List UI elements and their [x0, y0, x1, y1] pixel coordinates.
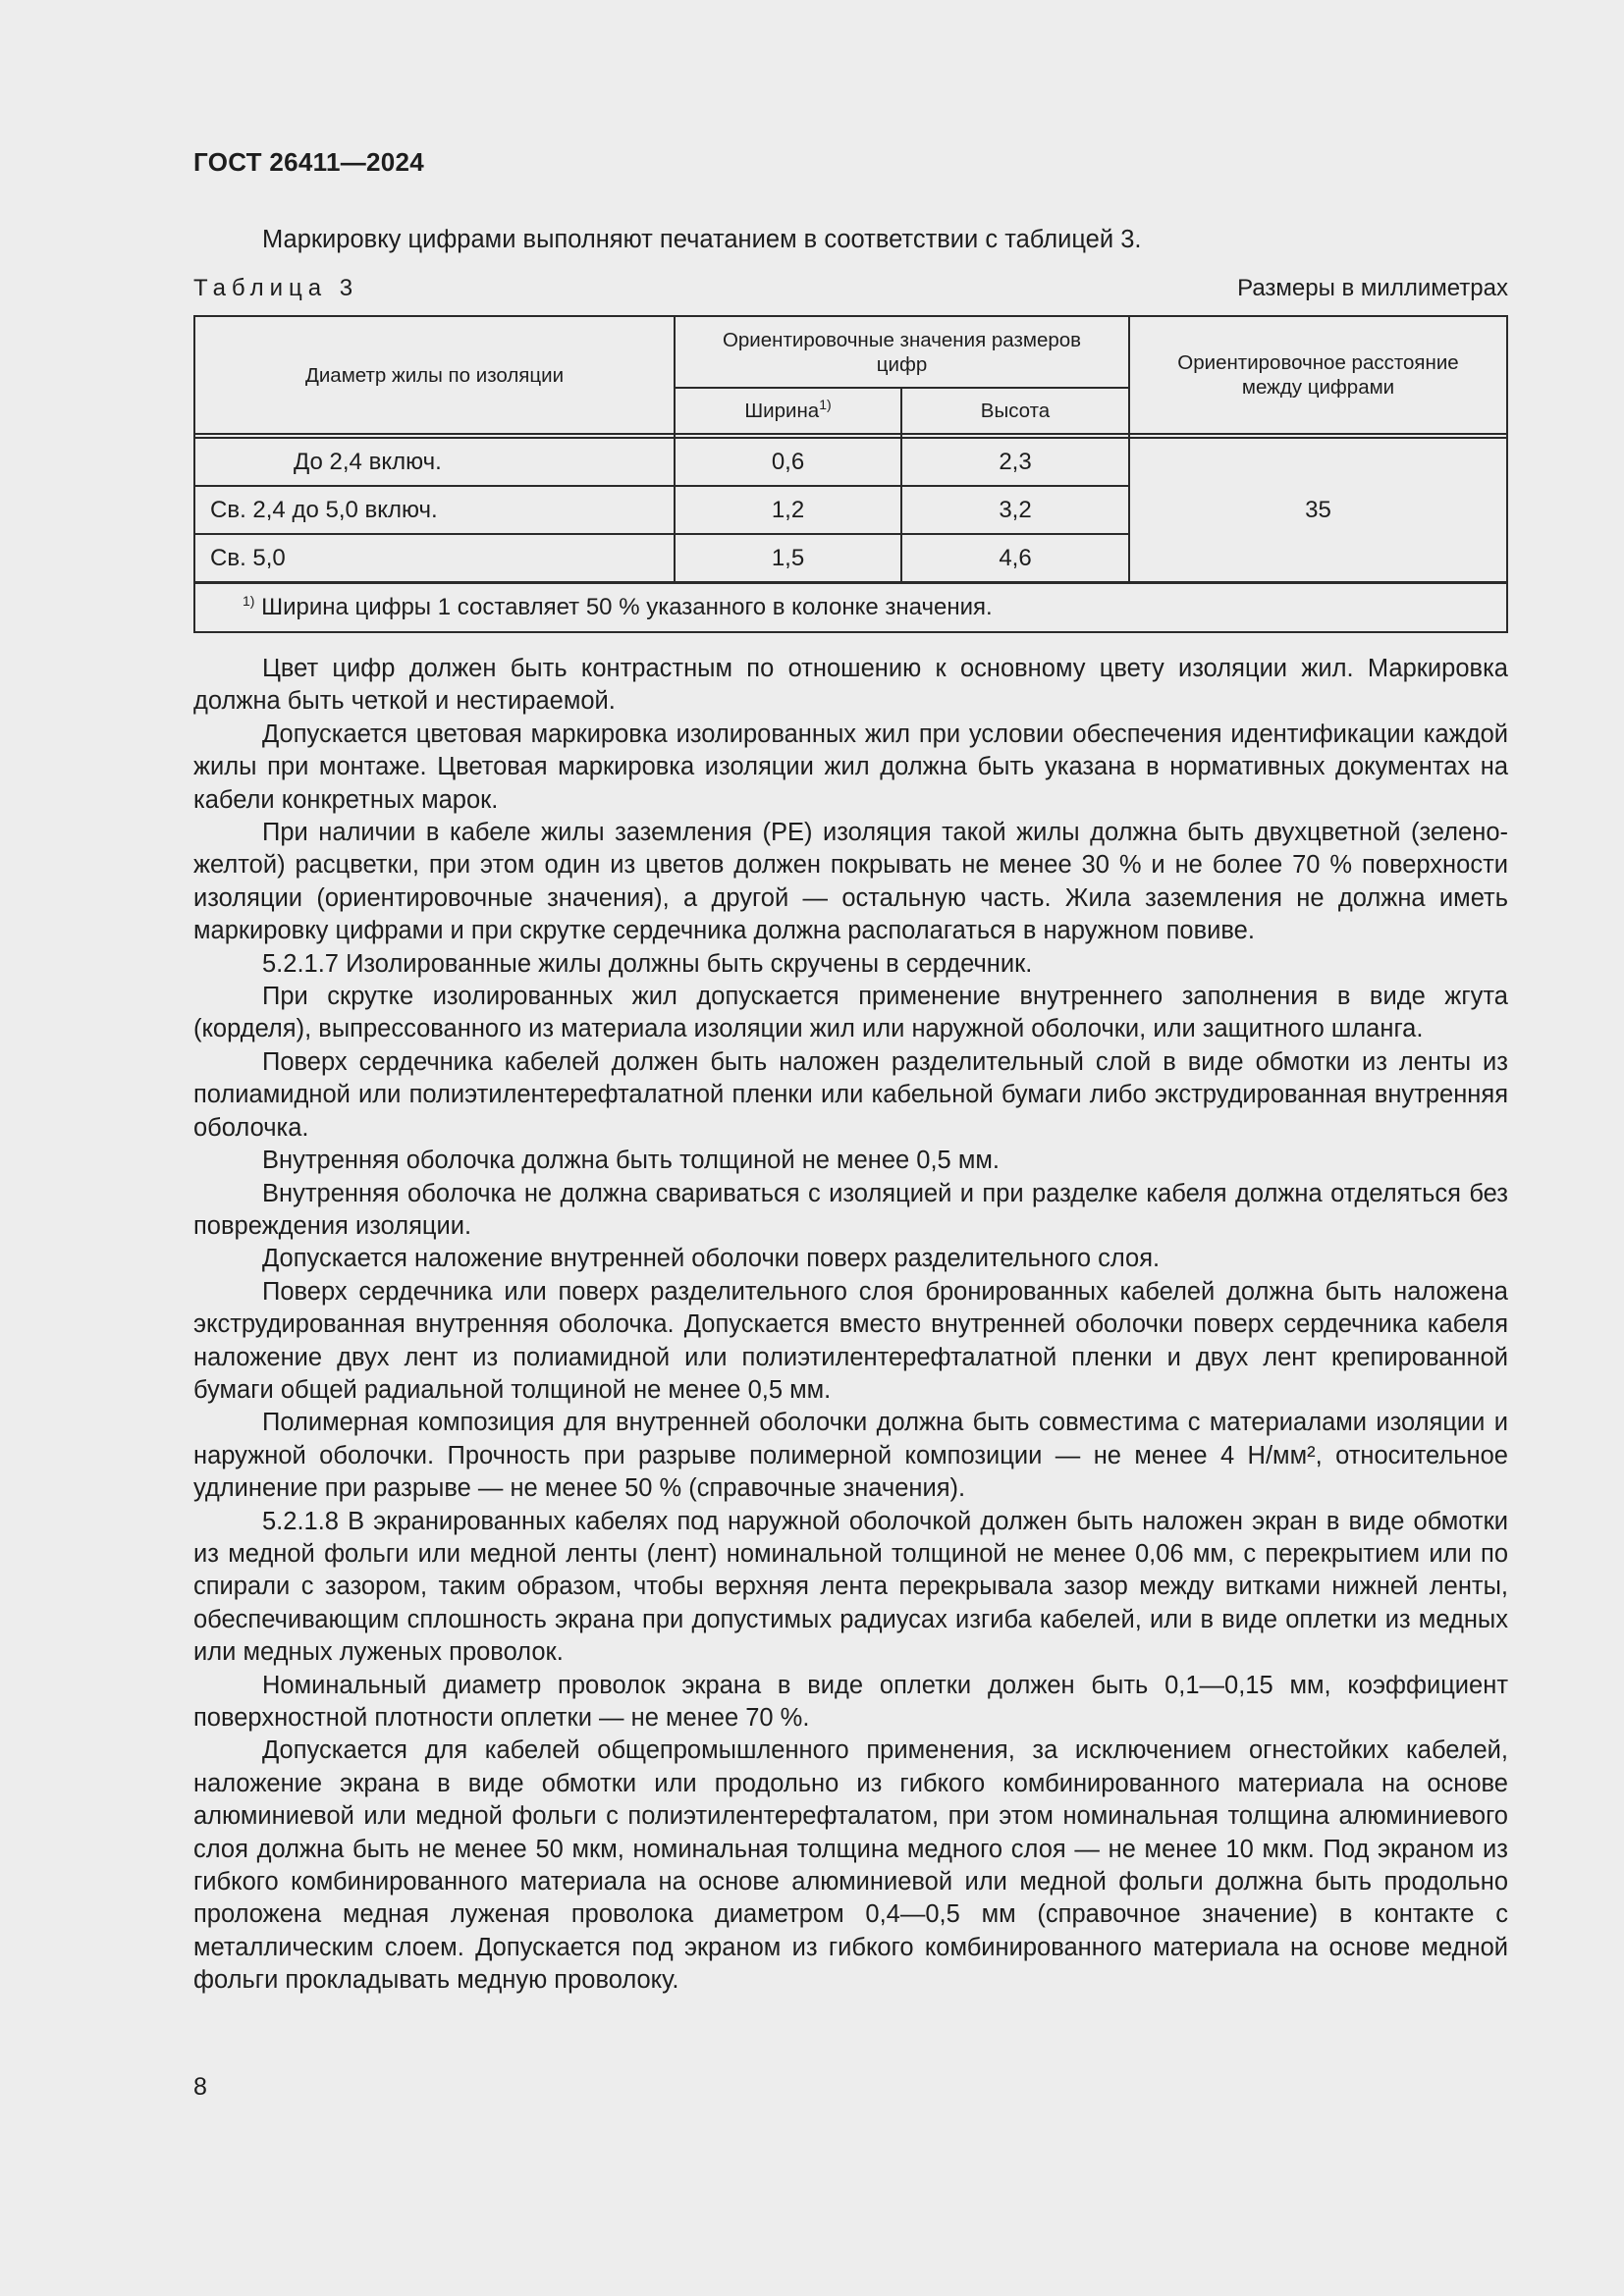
paragraph: Внутренняя оболочка должна быть толщиной не менее 0,5 мм. — [262, 1147, 1000, 1175]
table-caption: Таблица 3 — [193, 275, 359, 301]
page-number: 8 — [193, 2073, 207, 2101]
table-3 — [193, 315, 1508, 633]
table-distance-value: 35 — [1305, 496, 1331, 523]
header-distance: Ориентировочное расстояние между цифрами — [1177, 351, 1459, 399]
paragraph: Поверх сердечника или поверх разделительного слоя бронированных кабелей должна быть наложена экструдированная внутренняя оболочка. Допускается вместо внутренней оболочки поверх сердечника кабеля наложение двух лент из полиамидной или полиэтилентерефталатной пленки и двух лент крепированной бумаги общей радиальной толщиной не менее 0,5 мм. — [193, 1277, 1508, 1404]
table-row-3-width: 1,5 — [771, 544, 805, 571]
paragraph: Внутренняя оболочка не должна свариваться с изоляцией и при разделке кабеля должна отделяться без повреждения изоляции. — [193, 1179, 1508, 1240]
table-row-3-height: 4,6 — [999, 544, 1032, 571]
paragraph: Номинальный диаметр проволок экрана в виде оплетки должен быть 0,1—0,15 мм, коэффициент поверхностной плотности оплетки — не менее 70 %. — [193, 1671, 1508, 1732]
table-footnote: $^{1)}$ Ширина цифры 1 составляет 50 % указанного в колонке значения. — [243, 593, 993, 620]
table-row-2-diameter: Св. 2,4 до 5,0 включ. — [210, 496, 438, 523]
header-approx-sizes: Ориентировочные значения размеров цифр — [722, 328, 1082, 376]
table-row-1-height: 2,3 — [999, 448, 1032, 475]
table-units: Размеры в миллиметрах — [1237, 275, 1508, 301]
paragraph: Допускается наложение внутренней оболочки поверх разделительного слоя. — [262, 1245, 1161, 1273]
table-row-1-width: 0,6 — [771, 448, 805, 475]
paragraph: Цвет цифр должен быть контрастным по отношению к основному цвету изоляции жил. Маркировка должна быть четкой и нестираемой. — [193, 655, 1508, 716]
paragraph: Полимерная композиция для внутренней оболочки должна быть совместима с материалами изоляции и наружной оболочки. Прочность при разрыве полимерной композиции — не менее 4 Н/мм², относительное удлинение при разрыве — не менее 50 % (справочные значения). — [193, 1409, 1508, 1503]
paragraph: Поверх сердечника кабелей должен быть наложен разделительный слой в виде обмотки из ленты из полиамидной или полиэтилентерефталатной пленки или кабельной бумаги либо экструдированная внутренняя оболочка. — [193, 1047, 1508, 1142]
header-height: Высота — [980, 400, 1051, 422]
body-text — [193, 653, 1508, 1998]
paragraph: 5.2.1.7 Изолированные жилы должны быть скручены в сердечник. — [262, 949, 1033, 978]
table-row-1-diameter: До 2,4 включ. — [294, 448, 442, 475]
paragraph: При наличии в кабеле жилы заземления (PE) изоляция такой жилы должна быть двухцветной (зелено-желтой) расцветки, при этом один из цветов должен покрывать не менее 30 % и не более 70 % поверхности изоляции (ориентировочные значения), а другой — остальную часть. Жила заземления не должна иметь маркировку цифрами и при скрутке сердечника должна располагаться в наружном повиве. — [193, 819, 1508, 945]
paragraph: Допускается для кабелей общепромышленного применения, за исключением огнестойких кабелей, наложение экрана в виде обмотки или продольно из гибкого комбинированного материала на основе алюминиевой или медной фольги с полиэтилентерефталатом, при этом номинальная толщина алюминиевого слоя должна быть не менее 50 мкм, номинальная толщина медного слоя — не менее 10 мкм. Под экраном из гибкого комбинированного материала на основе алюминиевой или медной фольги должна быть продольно проложена медная луженая проволока диаметром 0,4—0,5 мм (справочное значение) в контакте с металлическим слоем. Допускается под экраном из гибкого комбинированного материала на основе медной фольги прокладывать медную проволоку. — [193, 1736, 1508, 1995]
paragraph: 5.2.1.8 В экранированных кабелях под наружной оболочкой должен быть наложен экран в виде обмотки из медной фольги или медной ленты (лент) номинальной толщиной не менее 0,06 мм, с перекрытием или по спирали с зазором, таким образом, чтобы верхняя лента перекрывала зазор между витками нижней ленты, обеспечивающим сплошность экрана при допустимых радиусах изгиба кабелей, или в виде оплетки из медных или медных луженых проволок. — [193, 1507, 1508, 1667]
header-width: Ширина$^{1)}$ — [744, 397, 832, 422]
header-diameter: Диаметр жилы по изоляции — [304, 363, 565, 387]
intro-sentence: Маркировку цифрами выполняют печатанием в соответствии с таблицей 3. — [262, 226, 1142, 253]
table-row-2-width: 1,2 — [771, 496, 805, 523]
paragraph: Допускается цветовая маркировка изолированных жил при условии обеспечения идентификации каждой жилы при монтаже. Цветовая маркировка изоляции жил должна быть указана в нормативных документах на кабели конкретных марок. — [193, 720, 1508, 814]
document-id: ГОСТ 26411—2024 — [193, 147, 425, 177]
table-row-3-diameter: Св. 5,0 — [210, 544, 286, 571]
table-row-2-height: 3,2 — [999, 496, 1032, 523]
paragraph: При скрутке изолированных жил допускается применение внутреннего заполнения в виде жгута (корделя), выпрессованного из материала изоляции жил или наружной оболочки, или защитного шланга. — [193, 983, 1508, 1043]
